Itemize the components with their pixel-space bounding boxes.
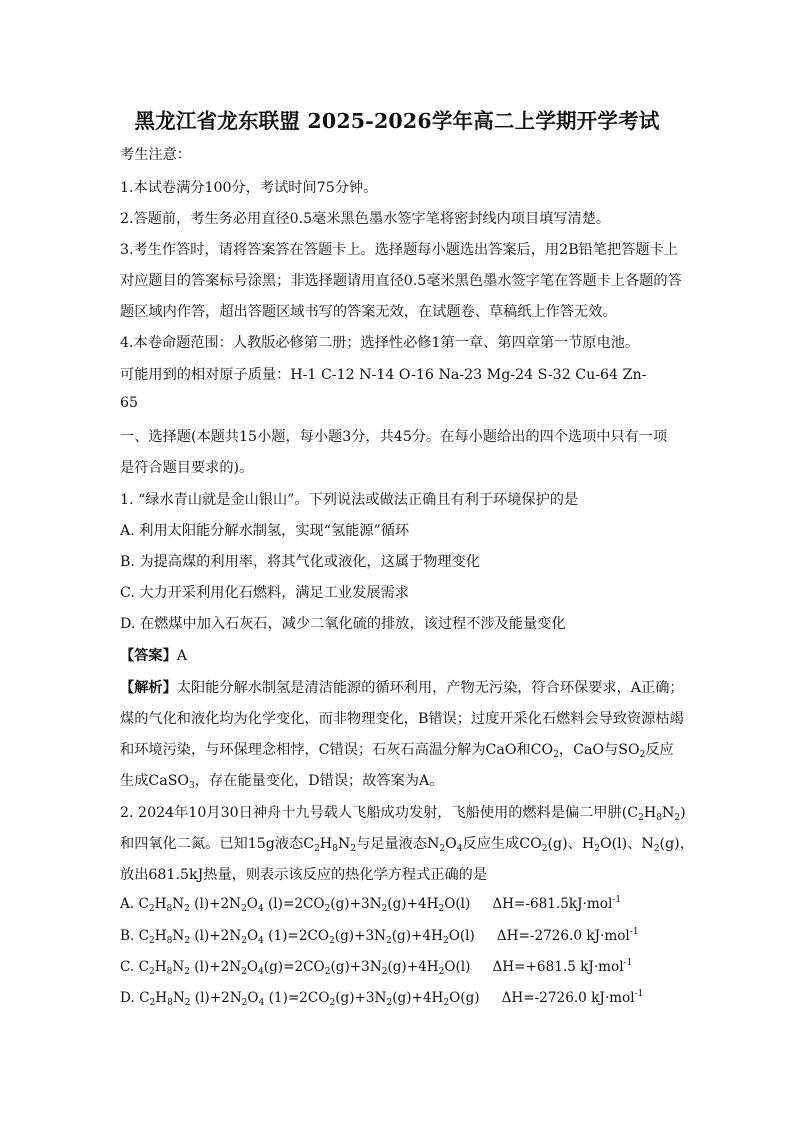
q2-text: (g)、H: [547, 836, 595, 852]
q2-option-a: A. $C_2H_8N_2$ $(l)+2N_2O_4$ $(l)=2CO_2(g)+3N_2(g)+4H_2O(l)$ ΔH=-681.5kJ·mol$^{-1}$: [120, 895, 622, 914]
notice-line: 对应题目的答案标号涂黑；非选择题请用直径0.5毫米黑色墨水签字笔在答题卡上各题的答: [120, 273, 682, 289]
q2-text: H: [643, 805, 657, 821]
notice-line: 2.答题前，考生务必用直径0.5毫米黑色墨水签字笔将密封线内项目填写清楚。: [120, 211, 611, 227]
q2-text: N: [337, 836, 351, 852]
analysis-text: ，CaO与SO: [558, 742, 640, 758]
q1-answer: [120, 645, 187, 665]
analysis-text: 生成CaSO: [120, 773, 190, 789]
q2-text: N: [661, 805, 675, 821]
analysis-text: 太阳能分解水制氢是清洁能源的循环利用，产物无污染，符合环保要求，A正确；: [176, 680, 684, 696]
q1-option-a: A. 利用太阳能分解水制氢，实现“氢能源”循环: [120, 523, 410, 539]
question-2-stem: 2. 2024年10月30日神舟十九号载人飞船成功发射，飞船使用的燃料是偏二甲肼$(C_2H_8N_2)$: [120, 805, 686, 823]
q2-text: O: [445, 836, 457, 852]
notice-line: 题区域内作答，超出答题区域书写的答案无效，在试题卷、草稿纸上作答无效。: [120, 304, 617, 320]
q2-option-b: B. $C_2H_8N_2$ $(l)+2N_2O_4$ $(1)=2CO_2(g)+3N_2(g)+4H_2O(l)$ ΔH=-2726.0 kJ·mol$^{-1}$: [120, 927, 639, 946]
analysis-text: 和环境污染，与环保理念相悖，C错误；石灰石高温分解为CaO和CO: [120, 742, 554, 758]
question-2-stem-cont: 放出681.5kJ热量，则表示该反应的热化学方程式正确的是: [120, 867, 488, 883]
q1-option-c: C. 大力开采利用化石燃料，满足工业发展需求: [120, 585, 409, 601]
q2-text: H: [319, 836, 333, 852]
q2-text: ): [680, 805, 686, 821]
q2-text: 和四氧化二氮。已知15g液态C: [120, 836, 315, 852]
analysis-label: 【解析】: [120, 680, 177, 696]
enthalpy-value: ΔH=-2726.0 kJ·mol: [501, 990, 635, 1006]
q1-analysis-line: 煤的气化和液化均为化学变化，而非物理变化，B错误；过度开采化石燃料会导致资源枯竭: [120, 711, 684, 727]
q1-analysis-line: [120, 677, 684, 697]
analysis-text: ，存在能量变化，D错误；故答案为A。: [194, 773, 444, 789]
option-label: B.: [120, 928, 135, 944]
q1-analysis-line: 和环境污染，与环保理念相悖，C错误；石灰石高温分解为CaO和$CO_2$，CaO与$SO_2$反应: [120, 742, 674, 760]
equation-tail: O(l): [444, 896, 471, 912]
atomic-mass-line: 可能用到的相对原子质量：H-1 C-12 N-14 O-16 Na-23 Mg-24 S-32 Cu-64 Zn-: [120, 367, 647, 383]
section-heading: 一、选择题(本题共15小题，每小题3分，共45分。在每小题给出的四个选项中只有一项: [120, 429, 668, 445]
q1-option-b: B. 为提高煤的利用率，将其气化或液化，这属于物理变化: [120, 554, 480, 570]
question-2-stem-cont: 和四氧化二氮。已知15g液态$C_2H_8N_2$与足量液态$N_2O_4$反应生成$CO_2(g)$、$H_2O(l)$、$N_2(g)$，: [120, 836, 694, 854]
q2-text: 与足量液态N: [356, 836, 440, 852]
enthalpy-value: ΔH=-681.5kJ·mol: [492, 896, 613, 912]
exam-title: 黑龙江省龙东联盟 2025-2026学年高二上学期开学考试: [134, 109, 660, 133]
notice-line: 4.本卷命题范围：人教版必修第二册；选择性必修1第一章、第四章第一节原电池。: [120, 335, 640, 351]
option-label: D.: [120, 990, 135, 1006]
q1-option-d: D. 在燃煤中加入石灰石，减少二氧化硫的排放，该过程不涉及能量变化: [120, 616, 566, 632]
atomic-mass-line-cont: 65: [120, 395, 139, 411]
q1-analysis-line: 生成CaSO$_3$，存在能量变化，D错误；故答案为A。: [120, 773, 444, 791]
notice-heading: 考生注意：: [120, 147, 191, 163]
q2-text: (g)，: [659, 836, 694, 852]
equation-tail: O(g): [449, 990, 480, 1006]
equation-tail: O(l): [448, 928, 475, 944]
q2-text: 反应生成CO: [462, 836, 542, 852]
enthalpy-value: ΔH=+681.5 kJ·mol: [492, 959, 624, 975]
notice-line: 1.本试卷满分100分，考试时间75分钟。: [120, 180, 378, 196]
q2-text: O(l)、N: [599, 836, 654, 852]
equation-tail: O(l): [444, 959, 471, 975]
option-label: C.: [120, 959, 135, 975]
notice-line: 3.考生作答时，请将答案答在答题卡上。选择题每小题选出答案后，用2B铅笔把答题卡上: [120, 242, 678, 258]
option-label: A.: [120, 896, 135, 912]
answer-value: A: [176, 648, 188, 664]
q2-text: 2. 2024年10月30日神舟十九号载人飞船成功发射，飞船使用的燃料是偏二甲肼(C: [120, 805, 639, 821]
enthalpy-value: ΔH=-2726.0 kJ·mol: [496, 928, 630, 944]
question-1-stem: 1. “绿水青山就是金山银山”。下列说法或做法正确且有利于环境保护的是: [120, 492, 579, 508]
q2-option-c: C. $C_2H_8N_2$ $(l)+2N_2O_4(g)=2CO_2(g)+3N_2(g)+4H_2O(l)$ ΔH=+681.5 kJ·mol$^{-1}$: [120, 958, 633, 977]
q2-option-d: D. $C_2H_8N_2$ $(l)+2N_2O_4$ $(1)=2CO_2(g)+3N_2(g)+4H_2O(g)$ ΔH=-2726.0 kJ·mol$^{-1}$: [120, 989, 644, 1008]
section-heading-cont: 是符合题目要求的)。: [120, 460, 254, 476]
answer-label: 【答案】: [120, 648, 177, 664]
analysis-text: 反应: [645, 742, 674, 758]
